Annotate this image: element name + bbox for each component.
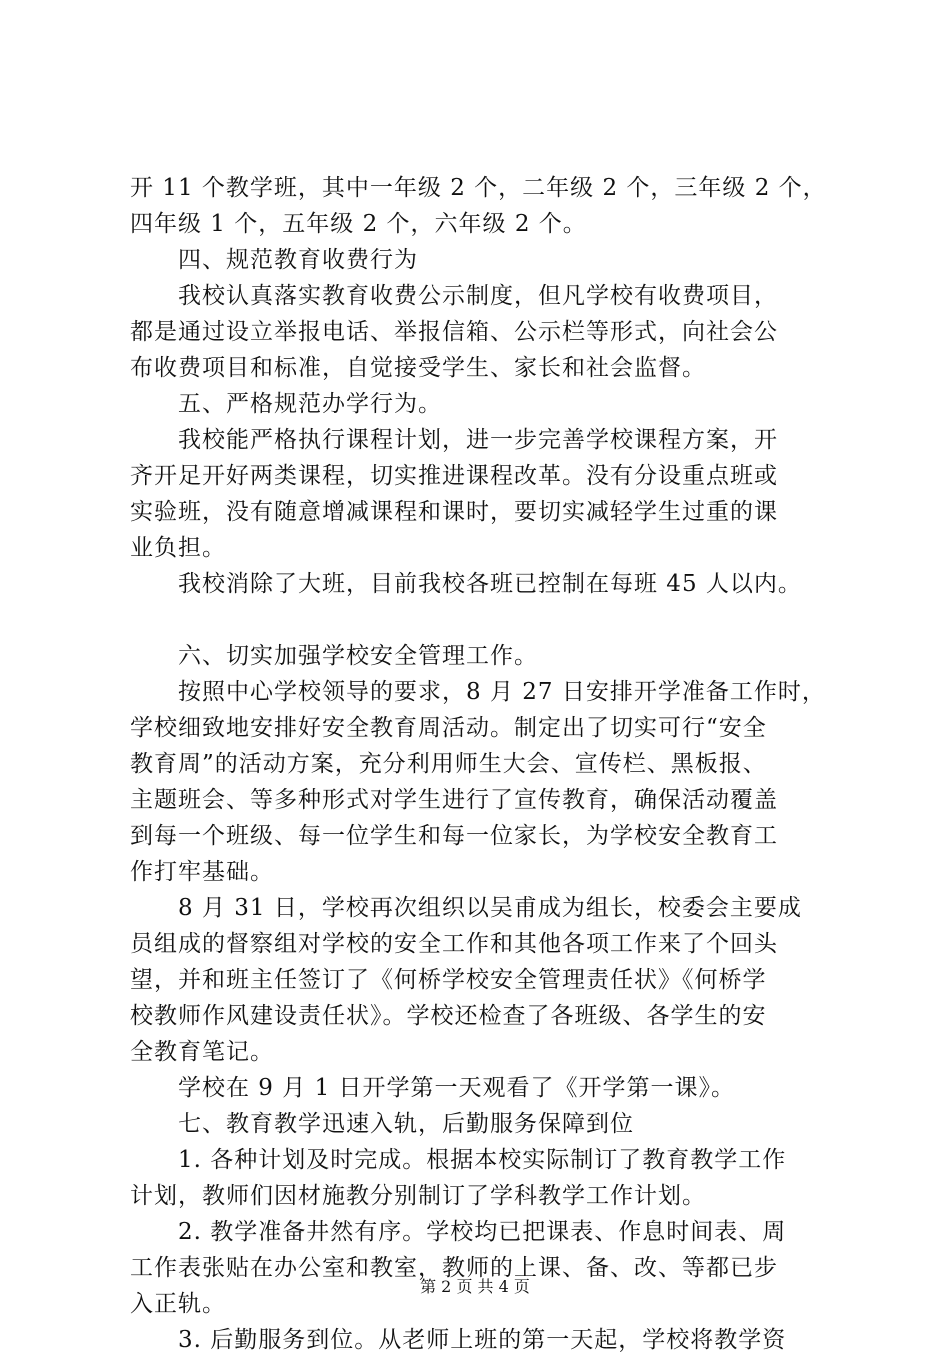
text-line: 学校细致地安排好安全教育周活动。制定出了切实可行“安全 [130, 715, 767, 741]
page-number-footer: 第 2 页 共 4 页 [420, 1277, 530, 1296]
text-line: 开 11 个教学班，其中一年级 2 个，二年级 2 个，三年级 2 个， [130, 175, 827, 201]
text-line: 到每一个班级、每一位学生和每一位家长，为学校安全教育工 [130, 823, 778, 849]
section-heading: 七、教育教学迅速入轨，后勤服务保障到位 [178, 1111, 634, 1137]
text-line: 齐开足开好两类课程，切实推进课程改革。没有分设重点班或 [130, 463, 778, 489]
text-line: 主题班会、等多种形式对学生进行了宣传教育，确保活动覆盖 [130, 787, 778, 813]
text-line: 8 月 31 日，学校再次组织以吴甫成为组长，校委会主要成 [178, 895, 802, 921]
text-line: 我校认真落实教育收费公示制度，但凡学校有收费项目， [178, 283, 778, 309]
blank-line [130, 602, 850, 638]
text-line: 员组成的督察组对学校的安全工作和其他各项工作来了个回头 [130, 931, 778, 957]
text-line: 入正轨。 [130, 1291, 226, 1317]
text-line: 业负担。 [130, 535, 226, 561]
text-line: 我校消除了大班，目前我校各班已控制在每班 45 人以内。 [178, 571, 802, 597]
text-line: 校教师作风建设责任状》。学校还检查了各班级、各学生的安 [130, 1003, 767, 1029]
text-line: 我校能严格执行课程计划，进一步完善学校课程方案，开 [178, 427, 778, 453]
list-item: 3. 后勤服务到位。从老师上班的第一天起，学校将教学资 [178, 1327, 787, 1353]
text-line: 教育周”的活动方案，充分利用师生大会、宣传栏、黑板报、 [130, 751, 767, 777]
text-line: 计划，教师们因材施教分别制订了学科教学工作计划。 [130, 1183, 706, 1209]
text-line: 全教育笔记。 [130, 1039, 274, 1065]
document-body [130, 170, 850, 1358]
text-line: 都是通过设立举报电话、举报信箱、公示栏等形式，向社会公 [130, 319, 778, 345]
text-line: 工作表张贴在办公室和教室，教师的上课、备、改、等都已步 [130, 1255, 778, 1281]
list-item: 1. 各种计划及时完成。根据本校实际制订了教育教学工作 [178, 1147, 787, 1173]
text-line: 作打牢基础。 [130, 859, 274, 885]
section-heading: 四、规范教育收费行为 [178, 247, 418, 273]
text-line: 学校在 9 月 1 日开学第一天观看了《开学第一课》。 [178, 1075, 736, 1101]
text-line: 按照中心学校领导的要求，8 月 27 日安排开学准备工作时， [178, 679, 826, 705]
text-line: 望，并和班主任签订了《何桥学校安全管理责任状》《何桥学 [130, 967, 767, 993]
list-item: 2. 教学准备井然有序。学校均已把课表、作息时间表、周 [178, 1219, 787, 1245]
text-line: 布收费项目和标准，自觉接受学生、家长和社会监督。 [130, 355, 706, 381]
text-line: 实验班，没有随意增减课程和课时，要切实减轻学生过重的课 [130, 499, 778, 525]
section-heading: 五、严格规范办学行为。 [178, 391, 442, 417]
text-line: 四年级 1 个，五年级 2 个，六年级 2 个。 [130, 211, 587, 237]
section-heading: 六、切实加强学校安全管理工作。 [178, 643, 538, 669]
